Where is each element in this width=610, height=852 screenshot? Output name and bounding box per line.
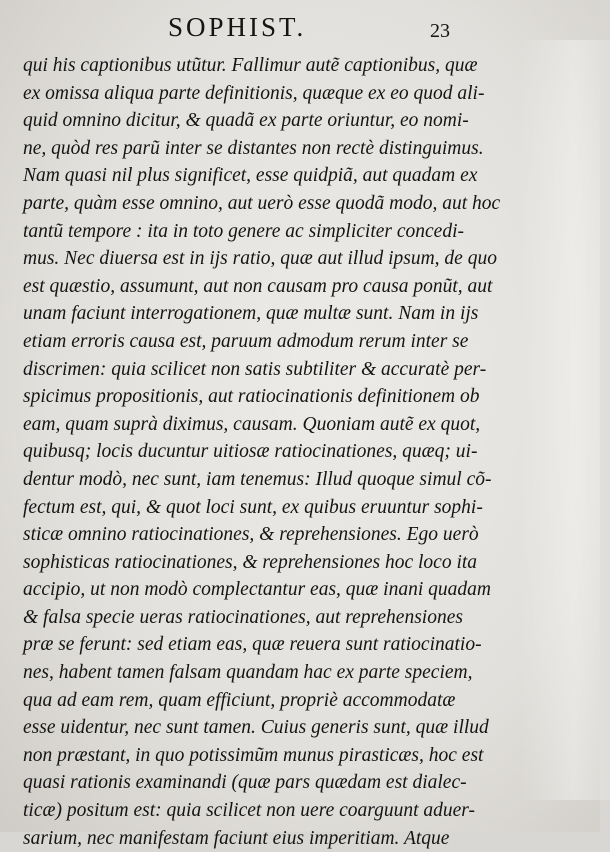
text-line: sarium, nec manifestam faciunt eius imperitiam. Atque: [23, 827, 450, 849]
text-line: eam, quam suprà diximus, causam. Quoniam autẽ ex quot,: [23, 413, 481, 435]
text-line: præ se ferunt: sed etiam eas, quæ reuera sunt ratiocinatio-: [23, 634, 482, 656]
text-line: ticæ) positum est: quia scilicet non uere coarguunt aduer-: [23, 800, 476, 822]
text-line: etiam erroris causa est, paruum admodum rerum inter se: [23, 330, 469, 352]
text-line: est quæstio, assumunt, aut non causam pro causa ponũt, aut: [23, 275, 493, 297]
text-line: non præstant, in quo potissimũm munus pirasticæs, hoc est: [23, 744, 484, 766]
text-line: parte, quàm esse omnino, aut uerò esse quodã modo, aut hoc: [23, 192, 501, 214]
text-line: tantũ tempore : ita in toto genere ac simpliciter concedi-: [23, 220, 464, 242]
page-header: [0, 10, 600, 46]
text-line: spicimus propositionis, aut ratiocinationis definitionem ob: [23, 386, 480, 408]
text-line: unam faciunt interrogationem, quæ multæ sunt. Nam in ijs: [23, 303, 479, 325]
text-line: mus. Nec diuersa est in ijs ratio, quæ aut illud ipsum, de quo: [23, 248, 497, 270]
text-line: quibusq; locis ducuntur uitiosæ ratiocinationes, quæq; ui-: [23, 441, 478, 463]
text-line: qui his captionibus utũtur. Fallimur autẽ captionibus, quæ: [23, 55, 478, 76]
text-line: ne, quòd res parũ inter se distantes non rectè distinguimus.: [23, 137, 484, 159]
text-line: quasi rationis examinandi (quæ pars quædam est dialec-: [23, 772, 467, 794]
running-head: SOPHIST.: [168, 12, 307, 42]
text-line: quid omnino dicitur, & quadã ex parte oriuntur, eo nomi-: [23, 110, 469, 132]
text-line: esse uidentur, nec sunt tamen. Cuius generis sunt, quæ illud: [23, 717, 489, 739]
body-text: [23, 52, 583, 852]
text-line: sophisticas ratiocinationes, & reprehensiones hoc loco ita: [23, 551, 478, 573]
text-line: accipio, ut non modò complectantur eas, quæ inani quadam: [23, 579, 491, 601]
page-number: 23: [430, 20, 450, 42]
text-line: sticæ omnino ratiocinationes, & reprehensiones. Ego uerò: [23, 524, 479, 546]
text-line: discrimen: quia scilicet non satis subtiliter & accuratè per-: [23, 358, 487, 380]
text-line: ex omissa aliqua parte definitionis, quæque ex eo quod ali-: [23, 82, 485, 104]
text-line: qua ad eam rem, quam efficiunt, propriè accommodatæ: [23, 689, 456, 711]
text-line: Nam quasi nil plus significet, esse quidpiã, aut quadam ex: [23, 165, 478, 187]
text-line: dentur modò, nec sunt, iam tenemus: Illud quoque simul cõ-: [23, 468, 492, 490]
text-line: & falsa specie ueras ratiocinationes, aut reprehensiones: [23, 606, 463, 628]
text-line: fectum est, qui, & quot loci sunt, ex quibus eruuntur sophi-: [23, 496, 483, 518]
text-line: nes, habent tamen falsam quandam hac ex parte speciem,: [23, 662, 473, 684]
